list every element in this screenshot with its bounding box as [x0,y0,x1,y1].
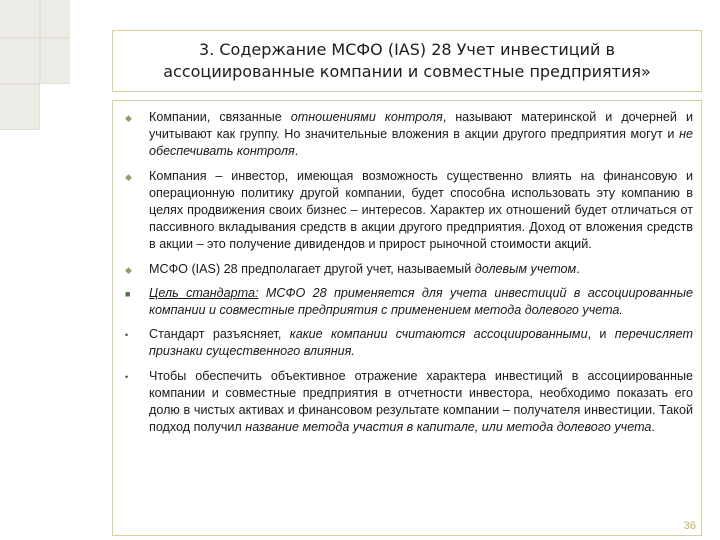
list-item-text [149,368,693,437]
list-item-text [149,109,693,161]
slide-title-box [112,30,702,92]
list-item [113,109,701,161]
content-box [112,100,702,536]
dot-icon [125,372,135,382]
list-item-text [149,326,693,360]
text-run: , и [587,327,615,342]
list-item-text [149,168,693,254]
diamond-icon [125,113,135,123]
diamond-icon [125,172,135,182]
list-item-text [149,285,693,319]
slide-title: 3. Содержание МСФО (IAS) 28 Учет инвестиций в ассоциированные компании и совместные предприятия» [163,40,651,81]
text-run: перечисляет признаки существенного влияния. [149,327,694,359]
decorative-background [0,0,70,540]
text-run: МСФО (IAS) 28 предполагает другой учет, называемый [149,261,475,276]
text-run: долевым учетом [474,261,577,276]
text-run: не обеспечивать контроля [149,127,693,159]
list-item [113,326,701,360]
text-run: отношениями контроля [290,110,443,124]
diamond-icon [125,265,135,275]
list-item [113,261,701,278]
text-run: какие компании считаются ассоциированными [289,327,588,342]
list-item [113,368,701,437]
text-run: Компании, связанные [149,110,291,124]
text-run: . [294,144,299,159]
text-run: , называют материнской и дочерней и учитывают как группу. Но значительные вложения в акции другого предприятия могут и [149,110,693,142]
box-icon [125,289,135,299]
text-run: МСФО 28 применяется для учета инвестиций в ассоциированные компании и совместные предприятия с применением метода долевого учета. [149,285,693,318]
list-item [113,285,701,319]
dot-icon [125,330,135,340]
text-run: Стандарт разъясняет, [149,327,290,342]
list-item [113,168,701,254]
text-run: Чтобы обеспечить объективное отражение характера инвестиций в ассоциированные компании и совместные предприятия в отчетности инвестора, необходимо показать его долю в чистых активах и финансовом результате компании – получателя инвестиции. Такой подход получил [149,368,693,435]
text-run: Компания – инвестор, имеющая возможность существенно влиять на финансовую и операционную политику другой компании, будет способна использовать эту компанию в целях продвижения своих бизнес – интересов. Характер их отношений будет отличаться от пассивного вкладывания средств в акции другого предприятия. Доход от вложения средств в акции – это получение дивидендов и прирост рыночной стоимости акций. [149,168,693,252]
text-run: название метода участия в капитале, или метода долевого учета [245,420,652,435]
text-run: Цель стандарта: [149,285,259,300]
bullet-list [113,109,701,443]
text-run: . [651,420,655,435]
text-run: . [576,261,580,276]
list-item-text [149,261,693,278]
page-number: 36 [683,520,696,532]
